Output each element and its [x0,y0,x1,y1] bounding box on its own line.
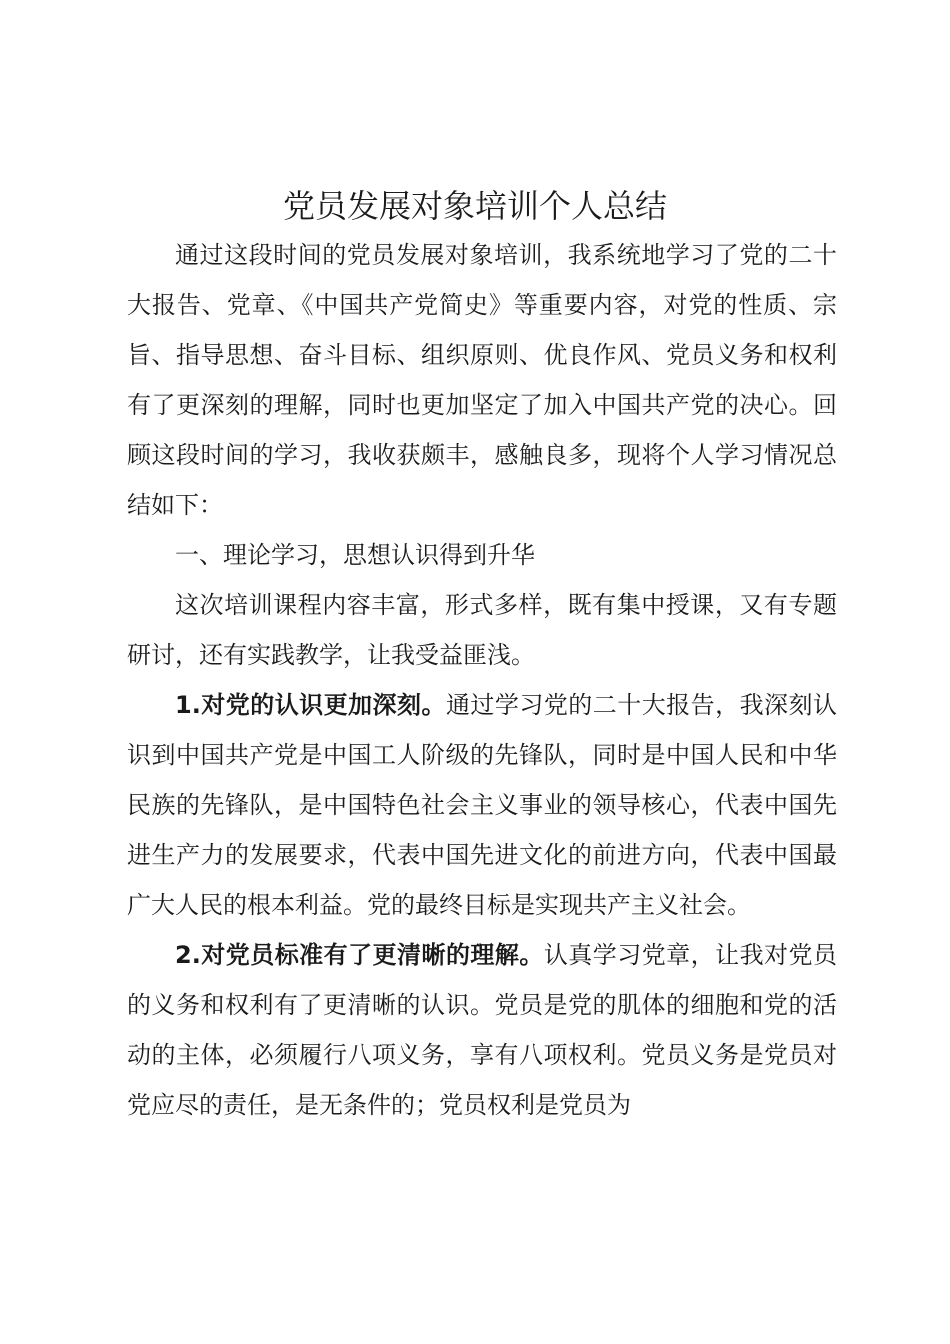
point-2-text: 认真学习党章，让我对党员的义务和权利有了更清晰的认识。党员是党的肌体的细胞和党的活动的主体，必须履行八项义务，享有八项权利。党员义务是党员对党应尽的责任，是无条件的；党员权利是党员为 [127,941,837,1119]
paragraph-training [127,580,837,680]
paragraph-point-2 [127,930,837,1130]
paragraph-intro [127,230,837,530]
paragraph-training-text: 这次培训课程内容丰富，形式多样，既有集中授课，又有专题研讨，还有实践教学，让我受益匪浅。 [127,591,837,669]
document-title: 党员发展对象培训个人总结 [282,187,667,225]
paragraph-point-1 [127,680,837,930]
point-2-lead: 2.对党员标准有了更清晰的理解。 [175,941,544,969]
section-heading-1-text: 一、理论学习，思想认识得到升华 [175,541,535,569]
point-1-text: 通过学习党的二十大报告，我深刻认识到中国共产党是中国工人阶级的先锋队，同时是中国人民和中华民族的先锋队，是中国特色社会主义事业的领导核心，代表中国先进生产力的发展要求，代表中国先进文化的前进方向，代表中国最广大人民的根本利益。党的最终目标是实现共产主义社会。 [127,691,837,919]
point-1-lead: 1.对党的认识更加深刻。 [175,691,446,719]
paragraph-intro-text: 通过这段时间的党员发展对象培训，我系统地学习了党的二十大报告、党章、《中国共产党简史》等重要内容，对党的性质、宗旨、指导思想、奋斗目标、组织原则、优良作风、党员义务和权利有了更深刻的理解，同时也更加坚定了加入中国共产党的决心。回顾这段时间的学习，我收获颇丰，感触良多，现将个人学习情况总结如下： [127,241,837,519]
document-body [127,230,837,1130]
section-heading-1 [127,530,837,580]
